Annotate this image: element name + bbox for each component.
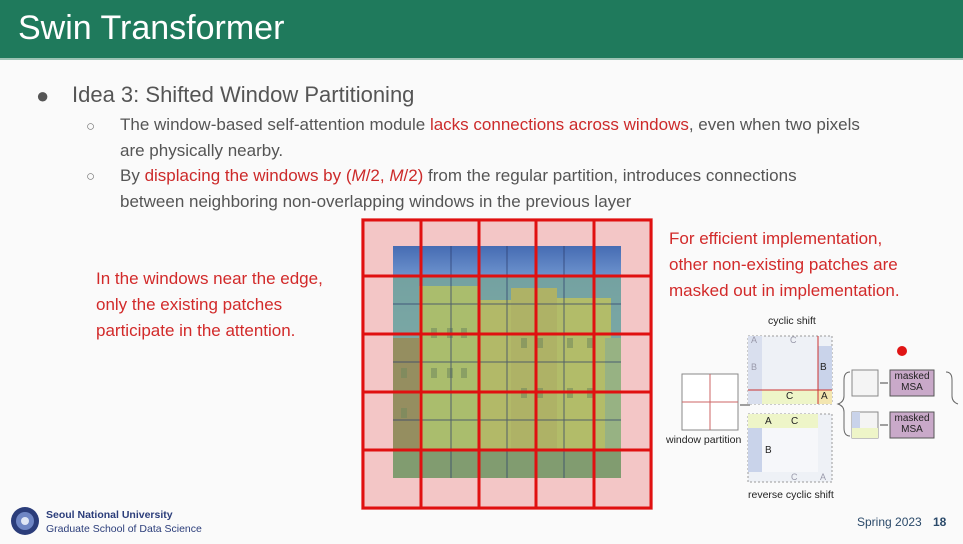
letter-b-faint: B — [751, 362, 758, 372]
pointer-dot — [897, 346, 907, 356]
page-number: 18 — [933, 515, 947, 529]
reverse-cyclic-shift-label: reverse cyclic shift — [748, 489, 834, 501]
left-annotation: In the windows near the edge, only the existing patches participate in the attention. — [96, 269, 323, 340]
school-name: Graduate School of Data Science — [46, 523, 202, 535]
sub-bullet-dot: ○ — [86, 118, 96, 135]
main-bullet-text: Idea 3: Shifted Window Partitioning — [72, 82, 415, 107]
letter-a: A — [821, 391, 828, 402]
slide-title: Swin Transformer — [18, 9, 285, 47]
sub1-text-c: are physically nearby. — [120, 141, 284, 160]
sub2-text-b: from the regular partition, introduces connections — [423, 166, 797, 185]
masked-msa-2: masked MSA — [894, 413, 930, 435]
letter-a-faint: A — [751, 335, 758, 345]
sub-bullet-dot: ○ — [86, 168, 96, 185]
letter-c: C — [786, 391, 794, 402]
term-label: Spring 2023 — [857, 515, 922, 529]
sub2-text-a: By — [120, 166, 145, 185]
sub1-highlight: lacks connections across windows — [429, 115, 689, 134]
sub2-highlight: displacing the windows by (M/2, M/2) — [144, 166, 424, 185]
cyclic-shift-diagram — [660, 310, 960, 515]
bullet-dot: ● — [36, 83, 50, 108]
right-annotation: For efficient implementation, other non-existing patches are masked out in implementation. — [669, 229, 900, 300]
shifted-window-figure — [361, 218, 653, 510]
cyclic-shift-svg — [660, 310, 960, 510]
letter-c-faint-rev: C — [791, 472, 798, 482]
letter-b-rev: B — [765, 445, 772, 456]
letter-c-rev: C — [791, 416, 799, 427]
sub1-text-a: The window-based self-attention module — [120, 115, 430, 134]
university-name: Seoul National University — [46, 509, 173, 521]
letter-a-rev: A — [765, 416, 772, 427]
cyclic-shift-label: cyclic shift — [768, 315, 816, 327]
university-logo-icon — [9, 506, 41, 536]
letter-a-faint-rev: A — [820, 472, 827, 482]
letter-b: B — [820, 362, 827, 373]
sub-bullet-1 — [120, 112, 860, 164]
sub1-text-b: , even when two pixels — [688, 115, 860, 134]
letter-c-faint: C — [790, 335, 797, 345]
sub-bullet-2 — [120, 163, 797, 215]
sub2-text-c: between neighboring non-overlapping windows in the previous layer — [120, 192, 632, 211]
title-underline — [0, 58, 963, 60]
window-partition-label: window partition — [666, 434, 742, 446]
masked-msa-1: masked MSA — [894, 371, 930, 393]
